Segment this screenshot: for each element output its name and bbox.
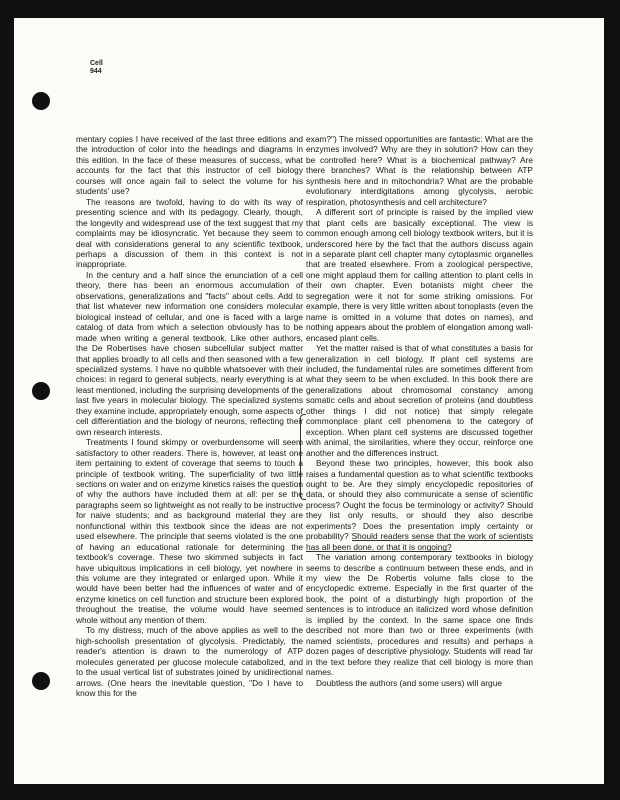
paragraph: mentary copies I have received of the last three editions and the introduction of color into the headings and diagrams in this edition. In the face of these measures of success, what accounts for the fact that this instructor of cell biology courses will once again fail to select the volume for his students' use? xyxy=(76,134,303,197)
paragraph: A different sort of principle is raised by the implied view that plant cells are basically exceptional. The view is common enough among cell biology textbook writers, but it is underscored here by the fact that the authors discuss again in a separate plant cell chapter many cytoplasmic organelles that are treated elsewhere. From a zoological perspective, one might applaud them for calling attention to plant cells in their own chapter. Even botanists might cheer the segregation were it not for some striking omissions. For example, there is very little written about tonoplasts (even the name is omitted in a volume that dotes on names), and nothing appears about the problem of elongation among wall-encased plant cells. xyxy=(306,207,533,343)
paragraph: exam?") The missed opportunities are fantastic: What are the enzymes involved? Why are they in solution? How can they be controlled here? What is a biochemical pathway? Are there branches? What is the relationship between ATP synthesis here and in mitochondria? What are the probable evolutionary interdigitations among glycolysis, aerobic respiration, photosynthesis and cell architecture? xyxy=(306,134,533,207)
paragraph: The reasons are twofold, having to do with its way of presenting science and with its pedagogy. Clearly, though, the longevity and widespread use of the text suggest that my complaints may be idiosyncratic. Yet because they seem to deal with considerations general to any scientific textbook, perhaps a discussion of them in this context is not inappropriate. xyxy=(76,196,303,270)
margin-bracket-annotation xyxy=(300,414,306,500)
paragraph: In the century and a half since the enunciation of a cell theory, there has been an enormous accumulation of observations, generalizations and "facts" about cells. Add to that list whatever new information one considers molecular biological instead of cellular, and one is faced with a large catalog of data from which a selection obviously has to be made when writing a general textbook. Like other authors, the De Robertises have chosen subcellular subject matter that applies broadly to all cells and then seasoned with a few specialized systems. I have no quibble whatsoever with their choices: in regard to general subjects, nearly everything is at least mentioned, including the surprising developments of the last five years in molecular biology. The specialized systems they examine include, appropriately enough, some aspects of cell differentiation and the biology of neurons, reflecting their own research interests. xyxy=(76,269,303,437)
paragraph-text: Beyond these two principles, however, this book also raises a fundamental question as to what scientific textbooks ought to be. Are they simply encyclopedic repositories of data, or should they also communicate a sense of scientific process? Ought the focus be terminology or activity? Should they list only results, or should they also describe experiments? Does the presentation imply certainty or probability? xyxy=(306,458,533,542)
paragraph: The variation among contemporary textbooks in biology seems to describe a continuum between these ends, and in my view the De Robertis volume falls close to the encyclopedic extreme. Especially in the first quarter of the book, the point of a disturbingly high proportion of the sentences is to introduce an italicized word whose definition is implied by the context. In the same space one finds described not more than two or three experiments (with named scientists, procedures and results) and perhaps a dozen pages of descriptive physiology. Students will read far in the text before they realize that cell biology is more than names. xyxy=(306,552,533,678)
binder-hole-bottom xyxy=(32,672,50,690)
paragraph: Yet the matter raised is that of what constitutes a basis for generalization in cell biology. If plant cell systems are included, the fundamental rules are sometimes different from what they seem to be when excluded. In this book there are generalizations about chromosomal constancy among somatic cells and about secretion of proteins (and doubtless other things I did not notice) that simply relegate commonplace plant cell phenomena to the category of exception. When plant cell systems are discussed together with animal, the similarities, where they occur, reinforce one another and the differences instruct. xyxy=(306,343,533,458)
pen-underline-mark xyxy=(306,551,452,552)
journal-name: Cell xyxy=(90,60,103,67)
right-column xyxy=(306,134,533,688)
paragraph: To my distress, much of the above applies as well to the high-schoolish presentation of glycolysis. Predictably, the reader's attention is drawn to the numerology of ATP molecules generated per glucose molecule catabolized, and to the usual vertical list of substrates joined by unidirectional arrows. (One hears the inevitable question, "Do I have to know this for the xyxy=(76,625,303,699)
underlined-sentence: Should readers sense that the work of scientists has all been done, or that it is ongoing? xyxy=(306,531,534,552)
paragraph xyxy=(306,458,533,552)
page-number: 944 xyxy=(90,68,102,75)
left-column xyxy=(76,134,303,698)
binder-hole-top xyxy=(32,92,50,110)
paragraph: Treatments I found skimpy or overburdensome will seem satisfactory to other readers. There is, however, at least one item pertaining to extent of coverage that seems to touch a principle of textbook writing. The superficiality of two little sections on water and on enzyme kinetics raises the question of why the authors have included them at all: per se the paragraphs seem so lightweight as not really to be instructive for naive students; and as background material they are nonfunctional within this textbook since the ideas are not used elsewhere. The principle that seems violated is the one of having an educational rationale for determining the textbook's coverage. These two skimmed subjects in fact have ubiquitous implications in cell biology, yet nowhere in this volume are they integrated or enlarged upon. While it would have been better had the influences of water and of enzyme kinetics on cell function and structure been explored throughout the treatise, the volume would have seemed whole without any mention of them. xyxy=(76,437,303,625)
running-header xyxy=(90,60,103,76)
pen-underline-mark xyxy=(352,540,533,541)
binder-hole-middle xyxy=(32,382,50,400)
paragraph: Doubtless the authors (and some users) will argue xyxy=(316,677,502,688)
